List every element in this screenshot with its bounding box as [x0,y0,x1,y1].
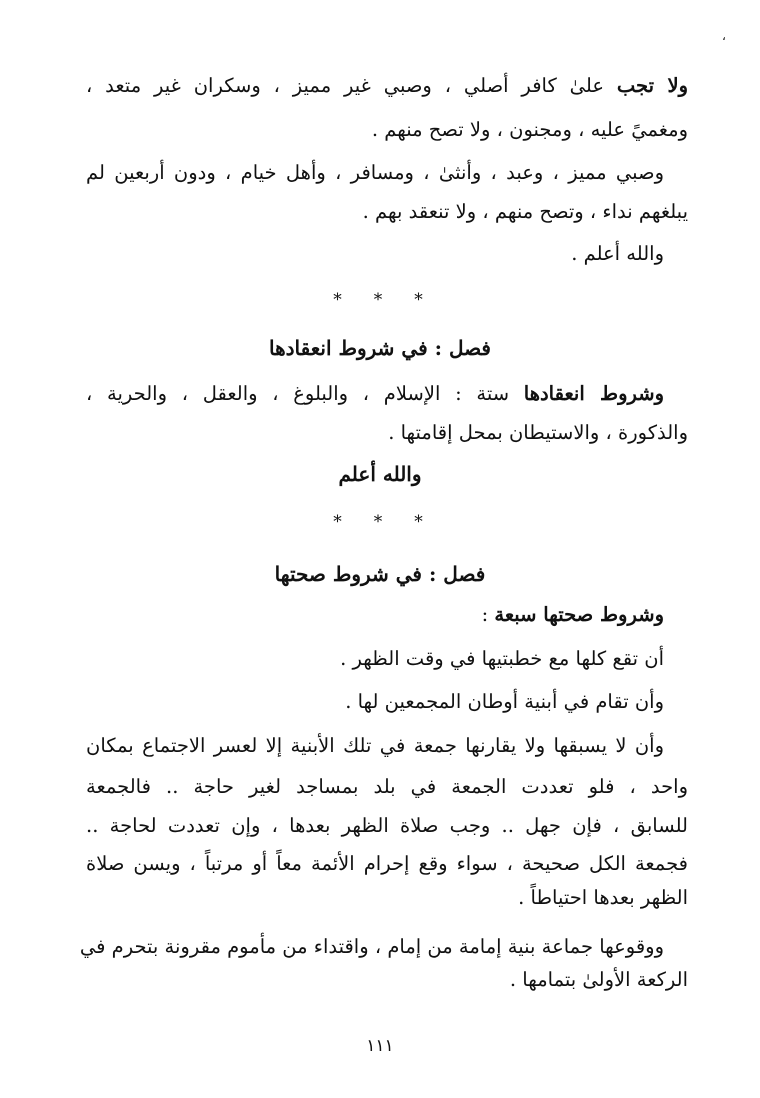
text-line: الظهر بعدها احتياطاً . [518,886,688,909]
star-ornament: * [333,290,346,310]
text-line: والله أعلم . [571,242,664,265]
text-line: فجمعة الكل صحيحة ، سواء وقع إحرام الأئمة معاً أو مرتباً ، ويسن صلاة [86,852,688,875]
bold-lead: وشروط صحتها سبعة [494,603,664,626]
section-heading: فصل : في شروط انعقادها [269,336,491,360]
text-line: وشروط صحتها سبعة : [481,603,664,626]
text-line: وشروط انعقادها ستة : الإسلام ، والبلوغ ، والعقل ، والحرية ، [86,382,664,405]
text-line: وأن لا يسبقها ولا يقارنها جمعة في تلك الأبنية إلا لعسر الاجتماع بمكان [86,734,664,757]
star-ornament: * [414,290,427,310]
bold-lead: وشروط انعقادها [523,382,664,405]
text-line: ووقوعها جماعة بنية إمامة من إمام ، واقتداء من مأموم مقرونة بتحرم في [79,935,664,958]
text-line: واحد ، فلو تعددت الجمعة في بلد بمساجد لغير حاجة .. فالجمعة [86,775,688,798]
section-heading: فصل : في شروط صحتها [274,562,486,586]
text-line: للسابق ، فإن جهل .. وجب صلاة الظهر بعدها ، وإن تعددت لحاجة .. [86,814,688,837]
text-line: ومغميً عليه ، ومجنون ، ولا تصح منهم . [371,118,688,141]
text-line: الركعة الأولىٰ بتمامها . [509,968,688,991]
section-divider [0,286,760,314]
star-ornament: * [373,290,387,310]
text-line: أن تقع كلها مع خطبتيها في وقت الظهر . [340,647,664,670]
star-ornament: * [414,512,427,532]
text-line: والذكورة ، والاستيطان بمحل إقامتها . [388,421,688,444]
star-ornament: * [333,512,346,532]
section-divider [0,508,760,536]
text-line: ولا تجب علىٰ كافر أصلي ، وصبي غير مميز ، وسكران غير متعد ، [86,74,688,97]
text-line: وصبي مميز ، وعبد ، وأنثىٰ ، ومسافر ، وأهل خيام ، ودون أربعين لم [86,161,664,184]
page-number: ١١١ [366,1036,394,1056]
corner-mark: ، [722,29,726,43]
closing-phrase: والله أعلم [338,462,422,486]
text-line: وأن تقام في أبنية أوطان المجمعين لها . [345,690,664,713]
star-ornament: * [373,512,387,532]
bold-lead: ولا تجب [616,74,688,97]
text-line: يبلغهم نداء ، وتصح منهم ، ولا تنعقد بهم . [362,200,688,223]
